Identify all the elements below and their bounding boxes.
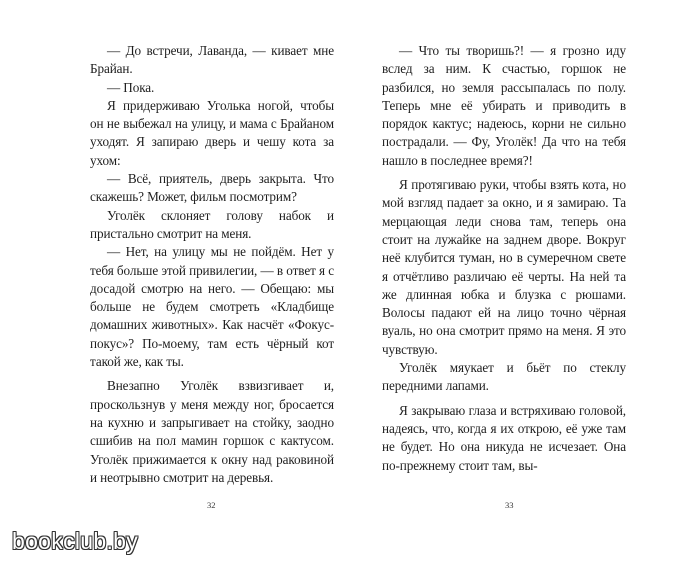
paragraph: — Что ты творишь?! — я грозно иду вслед за ним. К счастью, горшок не разбился, но земля рассыпалась по полу. Теперь мне её убирать и приводить в порядок кактус; надеюсь, корни не сильно пострадали. — Фу, Уголёк! Да что на тебя нашло в последнее время?! <box>382 43 626 168</box>
paragraph: — Пока. <box>107 79 155 95</box>
paragraph: Я закрываю глаза и встряхиваю головой, надеясь, что, когда я их открою, её уже там не будет. Но она никуда не исчезает. Она по-прежнему стоит там, вы- <box>382 402 626 473</box>
left-page <box>90 42 334 487</box>
paragraph: Уголёк мяукает и бьёт по стеклу передними лапами. <box>382 360 626 394</box>
paragraph: Я протягиваю руки, чтобы взять кота, но мой взгляд падает за окно, и я замираю. Та мерцающая леди снова там, теперь она стоит на лужайке на заднем дворе. Вокруг неё клубится туман, но в сумеречном свете я отчётливо различаю её черты. На ней та же длинная юбка и блузка с рюшами. Волосы падают ей на лицо точно чёрная вуаль, но она смотрит прямо на меня. Я это чувствую. <box>382 177 626 357</box>
page-number: 33 <box>505 500 514 510</box>
page-number: 32 <box>207 500 216 510</box>
right-page <box>382 42 626 475</box>
watermark-logo: bookclub.by <box>12 528 139 554</box>
paragraph: Уголёк склоняет голову набок и пристально смотрит на меня. <box>90 207 334 241</box>
paragraph: Я придерживаю Уголька ногой, чтобы он не выбежал на улицу, и мама с Брайаном уходят. Я запираю дверь и чешу кота за ухом: <box>90 97 334 168</box>
paragraph: Внезапно Уголёк взвизгивает и, проскользнув у меня между ног, бросается на кухню и запрыгивает на стойку, заодно сшибив на пол мамин горшок с кактусом. Уголёк прижимается к окну над раковиной и неотрывно смотрит на деревья. <box>90 378 334 485</box>
paragraph: — Нет, на улицу мы не пойдём. Нет у тебя больше этой привилегии, — в ответ я с досадой смотрю на него. — Обещаю: мы больше не будем смотреть «Кладбище домашних животных». Как насчёт «Фокус-покус»? По-моему, там есть чёрный кот такой же, как ты. <box>90 244 334 370</box>
paragraph: — До встречи, Лаванда, — кивает мне Брайан. <box>90 43 334 77</box>
paragraph: — Всё, приятель, дверь закрыта. Что скажешь? Может, фильм посмотрим? <box>90 171 334 205</box>
